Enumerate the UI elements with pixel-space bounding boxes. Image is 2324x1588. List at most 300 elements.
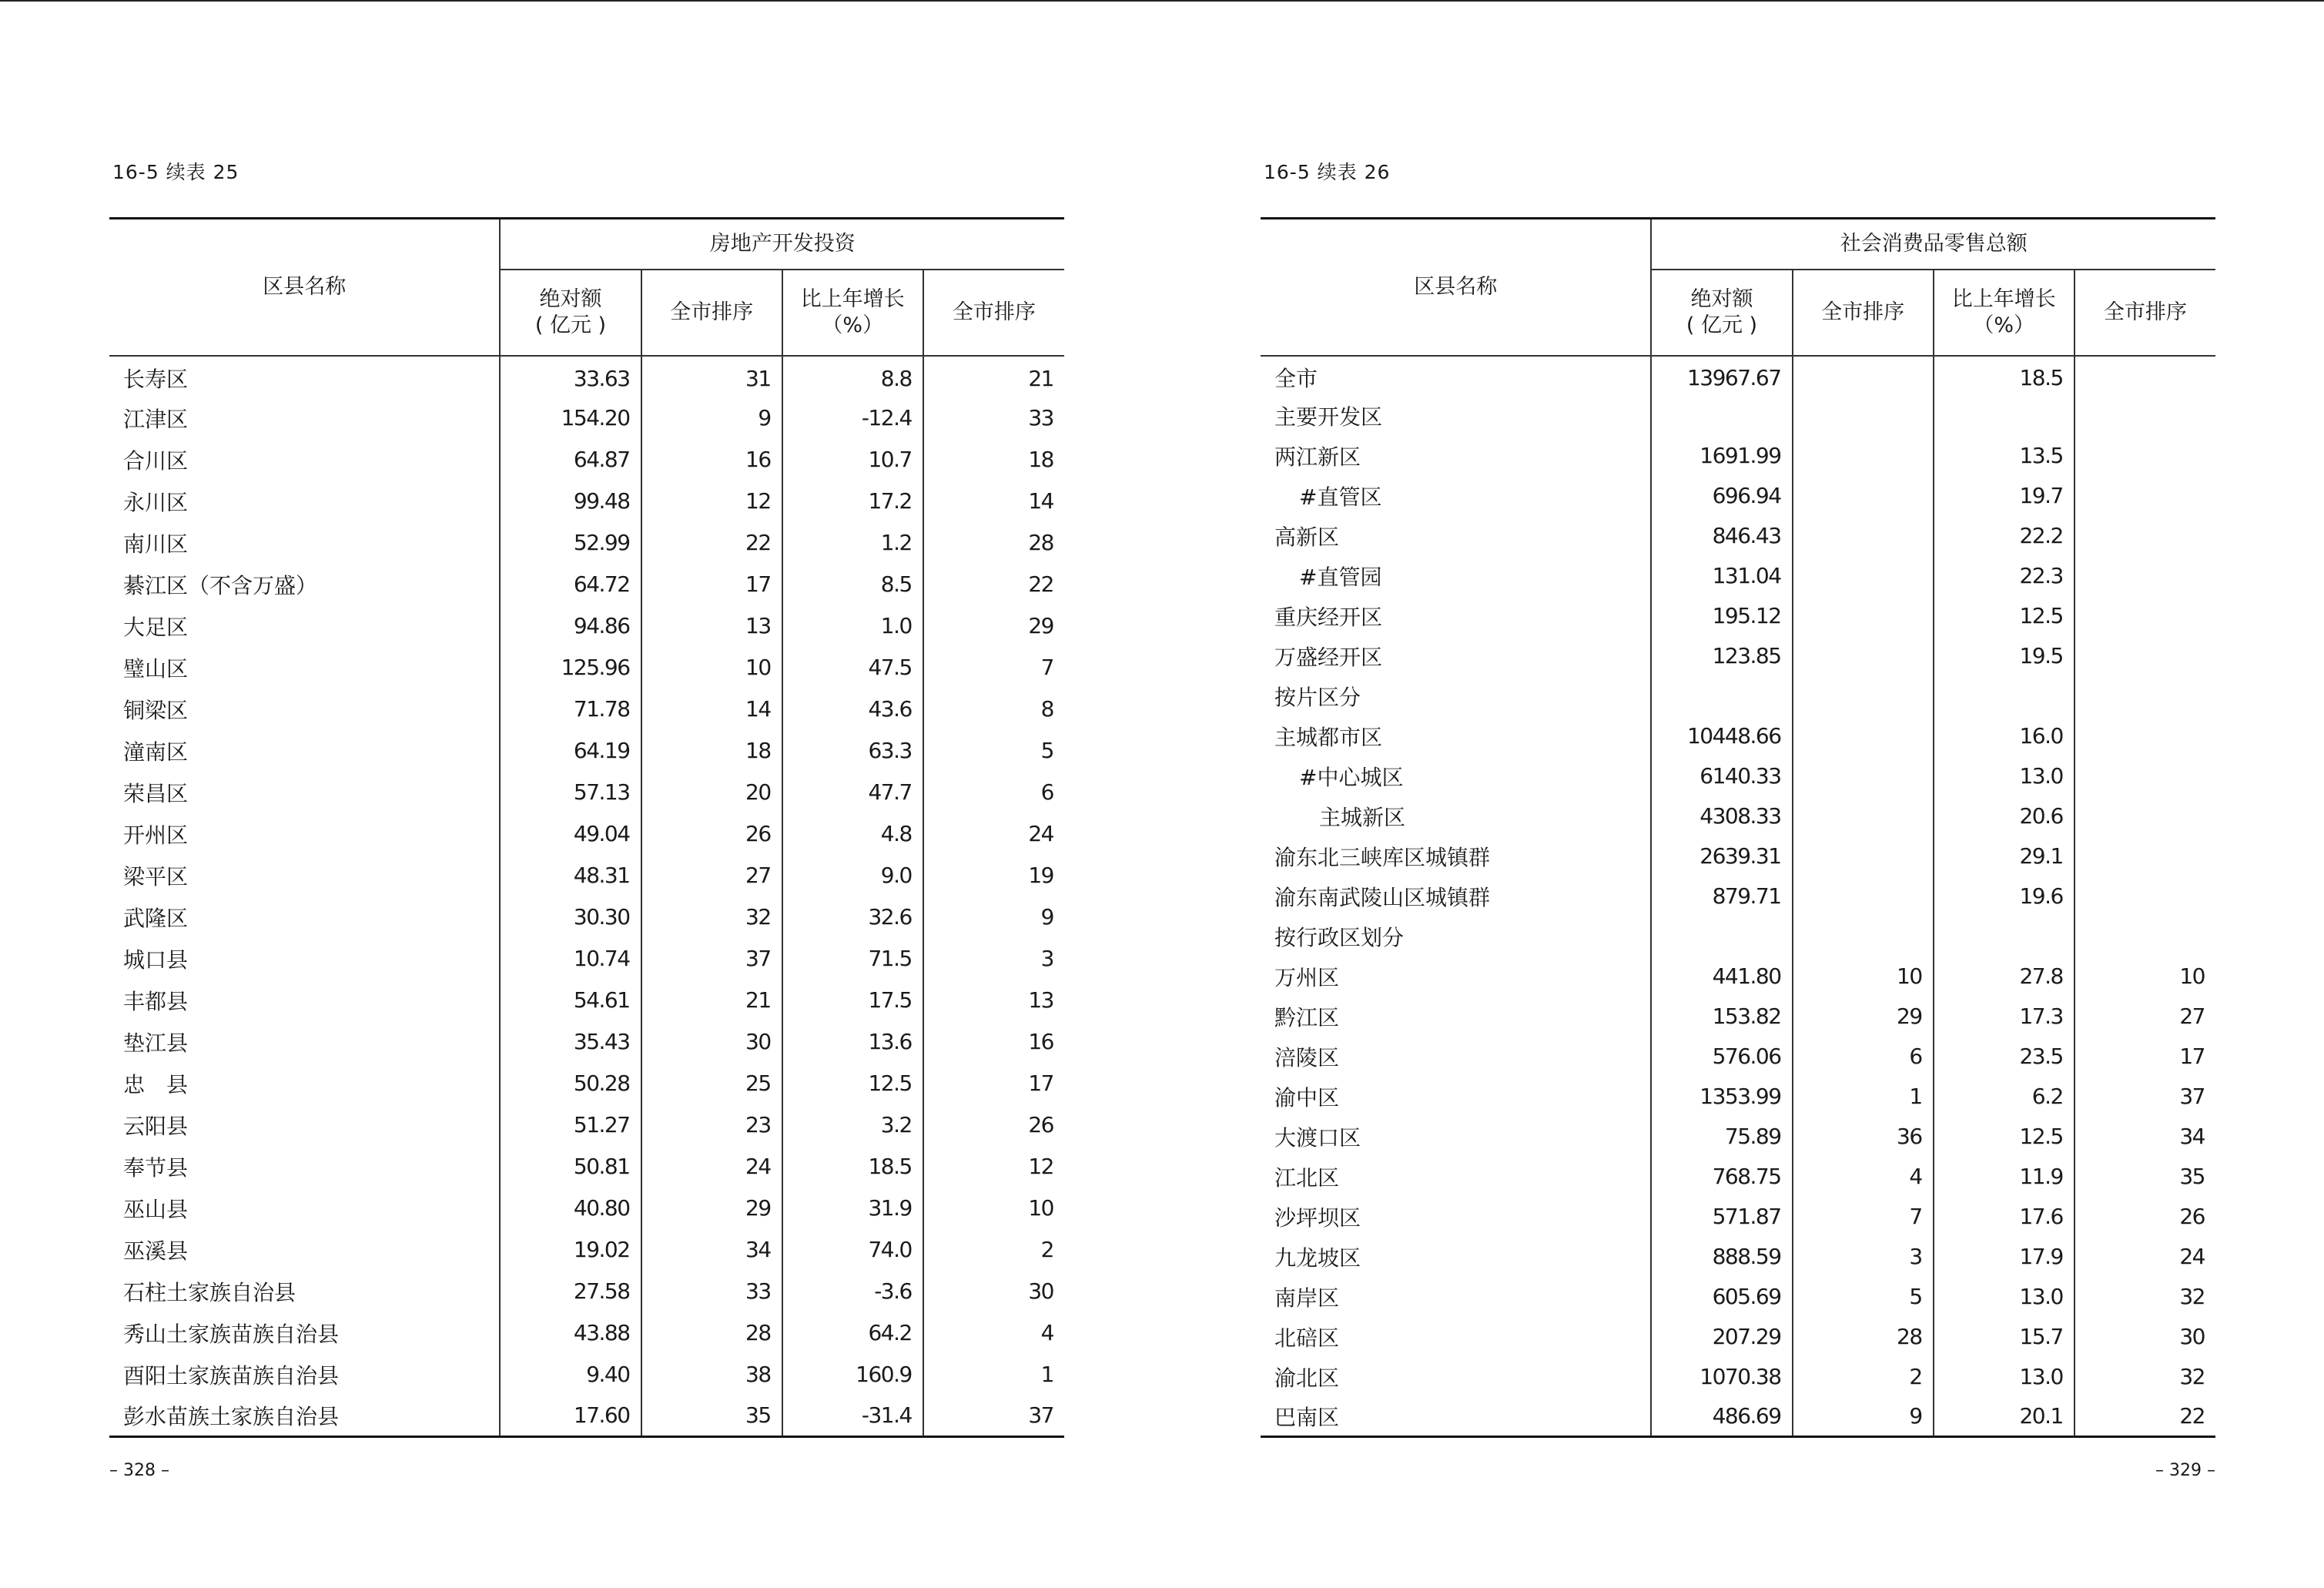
table-row [1261,1317,2215,1357]
cell-growth-rank: 12 [923,1146,1064,1188]
cell-absolute-amount: 605.69 [1651,1277,1792,1317]
table-row [1261,956,2215,997]
cell-district-name: 合川区 [123,447,189,474]
cell-yoy-growth: 4.8 [782,813,923,855]
table-row [109,647,1064,688]
table-row [1261,756,2215,796]
cell-district-name: 永川区 [123,489,189,515]
cell-growth-rank [2075,716,2215,756]
cell-city-rank: 37 [641,938,782,980]
cell-yoy-growth: 13.0 [1934,1357,2075,1397]
cell-district-name: 南川区 [123,531,189,557]
cell-city-rank: 38 [641,1354,782,1395]
header-group-title: 房地产开发投资 [500,219,1064,270]
header-district-name: 区县名称 [1261,219,1651,356]
table-row [1261,516,2215,556]
cell-growth-rank: 34 [2075,1117,2215,1157]
cell-absolute-amount: 1353.99 [1651,1077,1792,1117]
cell-growth-rank [2075,556,2215,596]
cell-city-rank: 4 [1793,1157,1934,1197]
cell-growth-rank: 13 [923,980,1064,1021]
cell-growth-rank [2075,436,2215,476]
cell-absolute-amount: 33.63 [500,356,641,397]
cell-yoy-growth: 12.5 [1934,1117,2075,1157]
cell-district-name: 云阳县 [123,1113,189,1139]
cell-city-rank [1793,516,1934,556]
cell-city-rank: 30 [641,1021,782,1063]
cell-growth-rank: 24 [2075,1237,2215,1277]
cell-absolute-amount: 207.29 [1651,1317,1792,1357]
cell-yoy-growth: 9.0 [782,855,923,896]
table-row [109,439,1064,481]
cell-district-name: 梁平区 [123,863,189,889]
table-row [109,813,1064,855]
cell-city-rank: 31 [641,356,782,397]
table-row [1261,1357,2215,1397]
cell-absolute-amount: 27.58 [500,1271,641,1312]
cell-city-rank: 13 [641,605,782,647]
cell-city-rank [1793,556,1934,596]
cell-yoy-growth: 16.0 [1934,716,2075,756]
table-row [109,1104,1064,1146]
cell-growth-rank: 26 [2075,1197,2215,1237]
cell-district-name: 潼南区 [123,739,189,765]
cell-yoy-growth: 13.0 [1934,756,2075,796]
cell-district-name: 渝北区 [1274,1365,1340,1391]
cell-growth-rank: 19 [923,855,1064,896]
cell-district-name: 南岸区 [1274,1285,1340,1311]
cell-yoy-growth: -12.4 [782,397,923,439]
cell-district-name: 荣昌区 [123,780,189,806]
cell-city-rank: 5 [1793,1277,1934,1317]
table-row [109,522,1064,564]
cell-district-name: 忠 县 [123,1071,189,1097]
cell-growth-rank: 22 [923,564,1064,605]
cell-city-rank: 2 [1793,1357,1934,1397]
cell-city-rank: 12 [641,481,782,522]
table-row [1261,1157,2215,1197]
table-row [109,481,1064,522]
cell-city-rank: 34 [641,1229,782,1271]
cell-district-name: 渝中区 [1274,1084,1340,1111]
cell-absolute-amount: 9.40 [500,1354,641,1395]
cell-yoy-growth: -3.6 [782,1271,923,1312]
cell-yoy-growth: 6.2 [1934,1077,2075,1117]
table-row [1261,876,2215,916]
table-row [109,1395,1064,1437]
cell-city-rank: 28 [641,1312,782,1354]
cell-absolute-amount: 57.13 [500,772,641,813]
cell-yoy-growth: 19.7 [1934,476,2075,516]
cell-growth-rank: 21 [923,356,1064,397]
cell-yoy-growth: 17.6 [1934,1197,2075,1237]
table-row [1261,1037,2215,1077]
cell-yoy-growth: 74.0 [782,1229,923,1271]
cell-absolute-amount [1651,916,1792,956]
cell-growth-rank: 32 [2075,1357,2215,1397]
cell-growth-rank [2075,756,2215,796]
cell-absolute-amount: 35.43 [500,1021,641,1063]
cell-district-name: 主城新区 [1319,804,1406,830]
cell-absolute-amount: 48.31 [500,855,641,896]
right-page [1261,0,2215,1588]
cell-city-rank: 9 [1793,1397,1934,1437]
cell-absolute-amount: 71.78 [500,688,641,730]
cell-yoy-growth: 15.7 [1934,1317,2075,1357]
table-row [109,1271,1064,1312]
table-title: 16-5 续表 26 [1264,161,1391,183]
cell-city-rank [1793,436,1934,476]
cell-yoy-growth: 1.0 [782,605,923,647]
table-row [1261,1117,2215,1157]
table-row [109,730,1064,772]
cell-district-name: 江津区 [123,406,189,432]
table-row [1261,716,2215,756]
cell-city-rank: 25 [641,1063,782,1104]
cell-yoy-growth: 64.2 [782,1312,923,1354]
header-group-title: 社会消费品零售总额 [1651,219,2215,270]
cell-district-name: 綦江区（不含万盛） [123,572,318,598]
table-row [109,1312,1064,1354]
table-row [109,1188,1064,1229]
cell-city-rank [1793,676,1934,716]
cell-growth-rank: 2 [923,1229,1064,1271]
cell-city-rank [1793,396,1934,436]
cell-district-name: 两江新区 [1274,444,1361,470]
cell-absolute-amount: 17.60 [500,1395,641,1437]
cell-absolute-amount: 75.89 [1651,1117,1792,1157]
cell-yoy-growth: 12.5 [1934,596,2075,636]
table-body [1261,356,2215,1437]
cell-absolute-amount: 846.43 [1651,516,1792,556]
cell-city-rank: 36 [1793,1117,1934,1157]
cell-absolute-amount: 888.59 [1651,1237,1792,1277]
cell-district-name: 秀山土家族苗族自治县 [123,1321,340,1347]
cell-district-name: #直管区 [1299,484,1382,510]
cell-district-name: 开州区 [123,822,189,848]
cell-district-name: 渝东南武陵山区城镇群 [1274,884,1491,910]
cell-yoy-growth: 8.5 [782,564,923,605]
table-row [109,1146,1064,1188]
cell-yoy-growth: 27.8 [1934,956,2075,997]
cell-district-name: 高新区 [1274,524,1340,550]
cell-district-name: 渝东北三峡库区城镇群 [1274,844,1491,870]
table-row [1261,476,2215,516]
table-row [109,356,1064,397]
cell-absolute-amount: 6140.33 [1651,756,1792,796]
cell-city-rank [1793,916,1934,956]
cell-absolute-amount [1651,396,1792,436]
cell-growth-rank: 3 [923,938,1064,980]
cell-city-rank: 29 [1793,997,1934,1037]
cell-city-rank: 21 [641,980,782,1021]
cell-city-rank: 3 [1793,1237,1934,1277]
table-row [109,605,1064,647]
cell-yoy-growth: 20.1 [1934,1397,2075,1437]
table-row [109,1021,1064,1063]
table-row [109,855,1064,896]
table-row [1261,1277,2215,1317]
cell-growth-rank: 16 [923,1021,1064,1063]
cell-city-rank: 14 [641,688,782,730]
cell-absolute-amount: 195.12 [1651,596,1792,636]
table-row [1261,396,2215,436]
cell-absolute-amount: 153.82 [1651,997,1792,1037]
cell-district-name: 武隆区 [123,905,189,931]
cell-yoy-growth: 31.9 [782,1188,923,1229]
cell-district-name: 主要开发区 [1274,404,1383,430]
table-row [109,938,1064,980]
cell-district-name: 九龙坡区 [1274,1245,1361,1271]
cell-yoy-growth: 12.5 [782,1063,923,1104]
cell-district-name: 彭水苗族土家族自治县 [109,1395,500,1437]
cell-absolute-amount: 52.99 [500,522,641,564]
cell-city-rank: 10 [641,647,782,688]
cell-absolute-amount: 30.30 [500,896,641,938]
cell-district-name: 万州区 [1274,964,1340,990]
cell-yoy-growth: 13.6 [782,1021,923,1063]
table-row [109,397,1064,439]
cell-city-rank: 29 [641,1188,782,1229]
cell-absolute-amount [1651,676,1792,716]
cell-absolute-amount: 64.72 [500,564,641,605]
cell-city-rank: 7 [1793,1197,1934,1237]
cell-yoy-growth: 3.2 [782,1104,923,1146]
cell-city-rank [1793,476,1934,516]
cell-growth-rank [2075,356,2215,396]
cell-growth-rank: 26 [923,1104,1064,1146]
cell-yoy-growth: 13.5 [1934,436,2075,476]
cell-district-name: 长寿区 [123,367,189,392]
cell-absolute-amount: 10.74 [500,938,641,980]
cell-city-rank: 32 [641,896,782,938]
cell-city-rank: 33 [641,1271,782,1312]
cell-absolute-amount: 94.86 [500,605,641,647]
page-number: – 328 – [109,1461,169,1480]
cell-district-name: 酉阳土家族苗族自治县 [123,1362,340,1389]
table-row [1261,596,2215,636]
cell-absolute-amount: 43.88 [500,1312,641,1354]
cell-city-rank [1793,796,1934,836]
cell-yoy-growth: 1.2 [782,522,923,564]
table-row [109,564,1064,605]
cell-city-rank [1793,636,1934,676]
cell-city-rank [1793,756,1934,796]
cell-growth-rank [2075,916,2215,956]
table-row [1261,1077,2215,1117]
cell-absolute-amount: 154.20 [500,397,641,439]
cell-growth-rank: 35 [2075,1157,2215,1197]
cell-absolute-amount: 10448.66 [1651,716,1792,756]
cell-yoy-growth: 10.7 [782,439,923,481]
cell-yoy-growth: 22.3 [1934,556,2075,596]
retail-sales-table [1261,217,2215,1438]
table-body [109,356,1064,1437]
cell-growth-rank: 18 [923,439,1064,481]
cell-district-name: 涪陵区 [1274,1044,1340,1070]
cell-district-name: 璧山区 [123,655,189,682]
cell-city-rank: 6 [1793,1037,1934,1077]
cell-yoy-growth [1934,916,2075,956]
real-estate-investment-table [109,217,1064,1438]
header-city-rank: 全市排序 [1793,270,1934,356]
cell-absolute-amount: 40.80 [500,1188,641,1229]
cell-district-name: 石柱土家族自治县 [123,1279,296,1305]
cell-absolute-amount: 19.02 [500,1229,641,1271]
cell-growth-rank: 28 [923,522,1064,564]
cell-yoy-growth: 160.9 [782,1354,923,1395]
cell-city-rank: 1 [1793,1077,1934,1117]
cell-absolute-amount: 123.85 [1651,636,1792,676]
cell-yoy-growth: 13.0 [1934,1277,2075,1317]
table-row [1261,1397,2215,1437]
cell-district-name: 巫山县 [123,1196,189,1222]
cell-growth-rank: 14 [923,481,1064,522]
cell-yoy-growth: 19.5 [1934,636,2075,676]
table-row [1261,1237,2215,1277]
cell-district-name: 按片区分 [1274,684,1361,710]
cell-absolute-amount: 1691.99 [1651,436,1792,476]
cell-city-rank: 23 [641,1104,782,1146]
left-page [109,0,1064,1588]
cell-yoy-growth: 47.7 [782,772,923,813]
cell-city-rank: 20 [641,772,782,813]
table-row [1261,916,2215,956]
cell-growth-rank: 9 [923,896,1064,938]
cell-growth-rank: 29 [923,605,1064,647]
table-row [1261,676,2215,716]
cell-yoy-growth: 8.8 [782,356,923,397]
cell-growth-rank [2075,636,2215,676]
cell-growth-rank [2075,836,2215,876]
cell-absolute-amount: 1070.38 [1651,1357,1792,1397]
table-row [1261,997,2215,1037]
header-absolute-amount: 绝对额 ( 亿元 ) [500,270,641,356]
cell-absolute-amount: 125.96 [500,647,641,688]
cell-absolute-amount: 571.87 [1651,1197,1792,1237]
cell-yoy-growth: 19.6 [1934,876,2075,916]
cell-city-rank [1793,876,1934,916]
cell-yoy-growth: 43.6 [782,688,923,730]
cell-growth-rank: 32 [2075,1277,2215,1317]
cell-yoy-growth: 17.3 [1934,997,2075,1037]
cell-city-rank: 35 [641,1395,782,1437]
table-row [109,1354,1064,1395]
table-row [109,980,1064,1021]
cell-district-name: #直管园 [1299,564,1382,590]
cell-absolute-amount: 4308.33 [1651,796,1792,836]
cell-growth-rank: 1 [923,1354,1064,1395]
cell-growth-rank [2075,676,2215,716]
table-row [109,1063,1064,1104]
table-row [1261,556,2215,596]
cell-district-name: 巫溪县 [123,1238,189,1264]
cell-absolute-amount: 696.94 [1651,476,1792,516]
cell-district-name: 黔江区 [1274,1004,1340,1030]
cell-absolute-amount: 486.69 [1651,1397,1792,1437]
cell-growth-rank: 17 [923,1063,1064,1104]
cell-district-name: 垫江县 [123,1030,189,1056]
cell-district-name: 沙坪坝区 [1274,1204,1361,1231]
cell-district-name: 丰都县 [123,988,189,1014]
cell-district-name: 大足区 [123,614,189,640]
cell-growth-rank: 30 [2075,1317,2215,1357]
cell-growth-rank [2075,876,2215,916]
cell-district-name: 城口县 [123,946,189,973]
page-number: – 329 – [2155,1461,2215,1480]
cell-growth-rank: 7 [923,647,1064,688]
cell-city-rank: 26 [641,813,782,855]
cell-absolute-amount: 441.80 [1651,956,1792,997]
cell-district-name: 北碚区 [1274,1325,1340,1351]
cell-yoy-growth: 18.5 [782,1146,923,1188]
cell-district-name: 按行政区划分 [1274,924,1405,950]
header-growth-rank: 全市排序 [2075,270,2215,356]
cell-city-rank: 10 [1793,956,1934,997]
cell-absolute-amount: 131.04 [1651,556,1792,596]
cell-yoy-growth: 71.5 [782,938,923,980]
cell-district-name: #中心城区 [1299,764,1404,790]
cell-city-rank: 24 [641,1146,782,1188]
cell-absolute-amount: 576.06 [1651,1037,1792,1077]
cell-yoy-growth: 17.2 [782,481,923,522]
cell-growth-rank [2075,596,2215,636]
cell-district-name: 奉节县 [123,1154,189,1181]
cell-city-rank: 28 [1793,1317,1934,1357]
cell-growth-rank: 6 [923,772,1064,813]
cell-growth-rank: 37 [923,1395,1064,1437]
cell-yoy-growth: 22.2 [1934,516,2075,556]
cell-yoy-growth: 29.1 [1934,836,2075,876]
header-yoy-growth: 比上年增长 （%） [782,270,923,356]
cell-city-rank [1793,596,1934,636]
cell-growth-rank [2075,796,2215,836]
cell-district-name: 铜梁区 [123,697,189,723]
cell-yoy-growth: 11.9 [1934,1157,2075,1197]
cell-absolute-amount: 64.87 [500,439,641,481]
cell-yoy-growth: 17.9 [1934,1237,2075,1277]
cell-absolute-amount: 13967.67 [1651,356,1792,396]
cell-yoy-growth: 47.5 [782,647,923,688]
header-growth-rank: 全市排序 [923,270,1064,356]
cell-growth-rank [2075,476,2215,516]
table-row [1261,356,2215,396]
table-row [109,772,1064,813]
cell-yoy-growth: 32.6 [782,896,923,938]
cell-absolute-amount: 64.19 [500,730,641,772]
table-row [1261,796,2215,836]
cell-absolute-amount: 879.71 [1651,876,1792,916]
table-row [109,688,1064,730]
cell-absolute-amount: 49.04 [500,813,641,855]
cell-growth-rank: 10 [2075,956,2215,997]
cell-yoy-growth: 23.5 [1934,1037,2075,1077]
cell-growth-rank: 4 [923,1312,1064,1354]
table-row [1261,1197,2215,1237]
cell-yoy-growth: 20.6 [1934,796,2075,836]
cell-growth-rank: 10 [923,1188,1064,1229]
table-row [1261,636,2215,676]
cell-absolute-amount: 51.27 [500,1104,641,1146]
header-city-rank: 全市排序 [641,270,782,356]
cell-growth-rank: 8 [923,688,1064,730]
table-row [1261,436,2215,476]
header-district-name: 区县名称 [109,219,500,356]
cell-city-rank: 17 [641,564,782,605]
cell-yoy-growth: 18.5 [1934,356,2075,396]
cell-growth-rank: 33 [923,397,1064,439]
cell-absolute-amount: 768.75 [1651,1157,1792,1197]
